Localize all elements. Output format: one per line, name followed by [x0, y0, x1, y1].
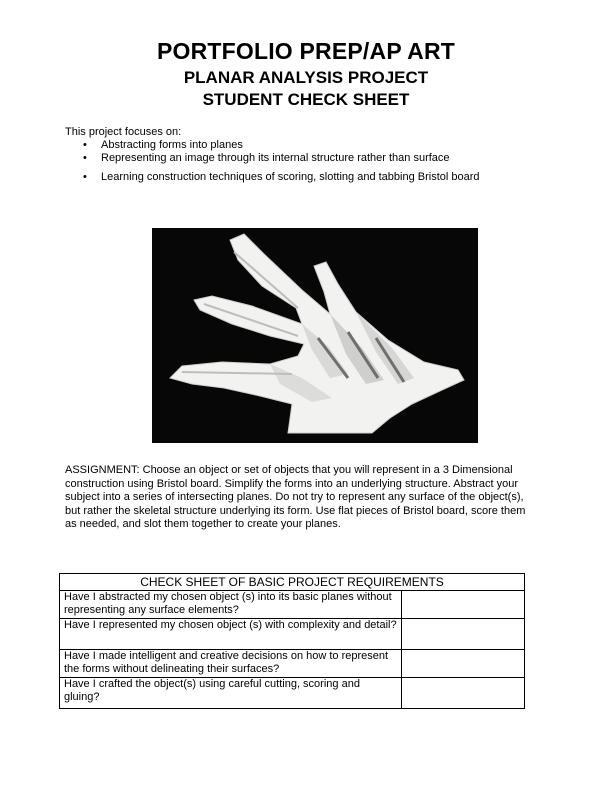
hand-sculpture-photo: [152, 228, 478, 443]
focus-item: • Abstracting forms into planes: [65, 139, 535, 152]
intro-lead: This project focuses on:: [65, 126, 182, 138]
requirement-question: Have I represented my chosen object (s) with complexity and detail?: [60, 619, 402, 650]
page-subtitle-2: STUDENT CHECK SHEET: [202, 90, 410, 109]
requirement-answer-cell[interactable]: [402, 650, 525, 678]
requirements-table: [59, 573, 525, 709]
table-row: [60, 650, 525, 678]
table-row: [60, 591, 525, 619]
page-subtitle: PLANAR ANALYSIS PROJECT: [183, 68, 429, 87]
intro-section: [65, 126, 535, 184]
page-title: PORTFOLIO PREP/AP ART: [156, 38, 456, 64]
table-row: [60, 678, 525, 709]
focus-item: • Representing an image through its internal structure rather than surface: [65, 152, 535, 165]
requirement-question: Have I crafted the object(s) using careful cutting, scoring and gluing?: [60, 678, 402, 709]
table-row: [60, 619, 525, 650]
focus-list: [65, 139, 535, 184]
requirement-question: Have I abstracted my chosen object (s) into its basic planes without representing any surface elements?: [60, 591, 402, 619]
requirement-answer-cell[interactable]: [402, 678, 525, 709]
title-block: [0, 38, 612, 111]
requirement-question: Have I made intelligent and creative decisions on how to represent the forms without delineating their surfaces?: [60, 650, 402, 678]
hand-sculpture-image: [152, 228, 478, 443]
focus-item: • Learning construction techniques of scoring, slotting and tabbing Bristol board: [65, 171, 535, 184]
requirement-answer-cell[interactable]: [402, 591, 525, 619]
requirement-answer-cell[interactable]: [402, 619, 525, 650]
assignment-text: ASSIGNMENT: Choose an object or set of objects that you will represent in a 3 Dimensional construction using Bristol board. Simplify the forms into an underlying structure. Abstract your subject into a series of intersecting planes. Do not try to represent any surface of the object(s), but rather the skeletal structure underlying its form. Use flat pieces of Bristol board, score them as needed, and slot them together to create your planes.: [65, 464, 526, 531]
requirements-table-header: CHECK SHEET OF BASIC PROJECT REQUIREMENTS: [60, 574, 525, 591]
